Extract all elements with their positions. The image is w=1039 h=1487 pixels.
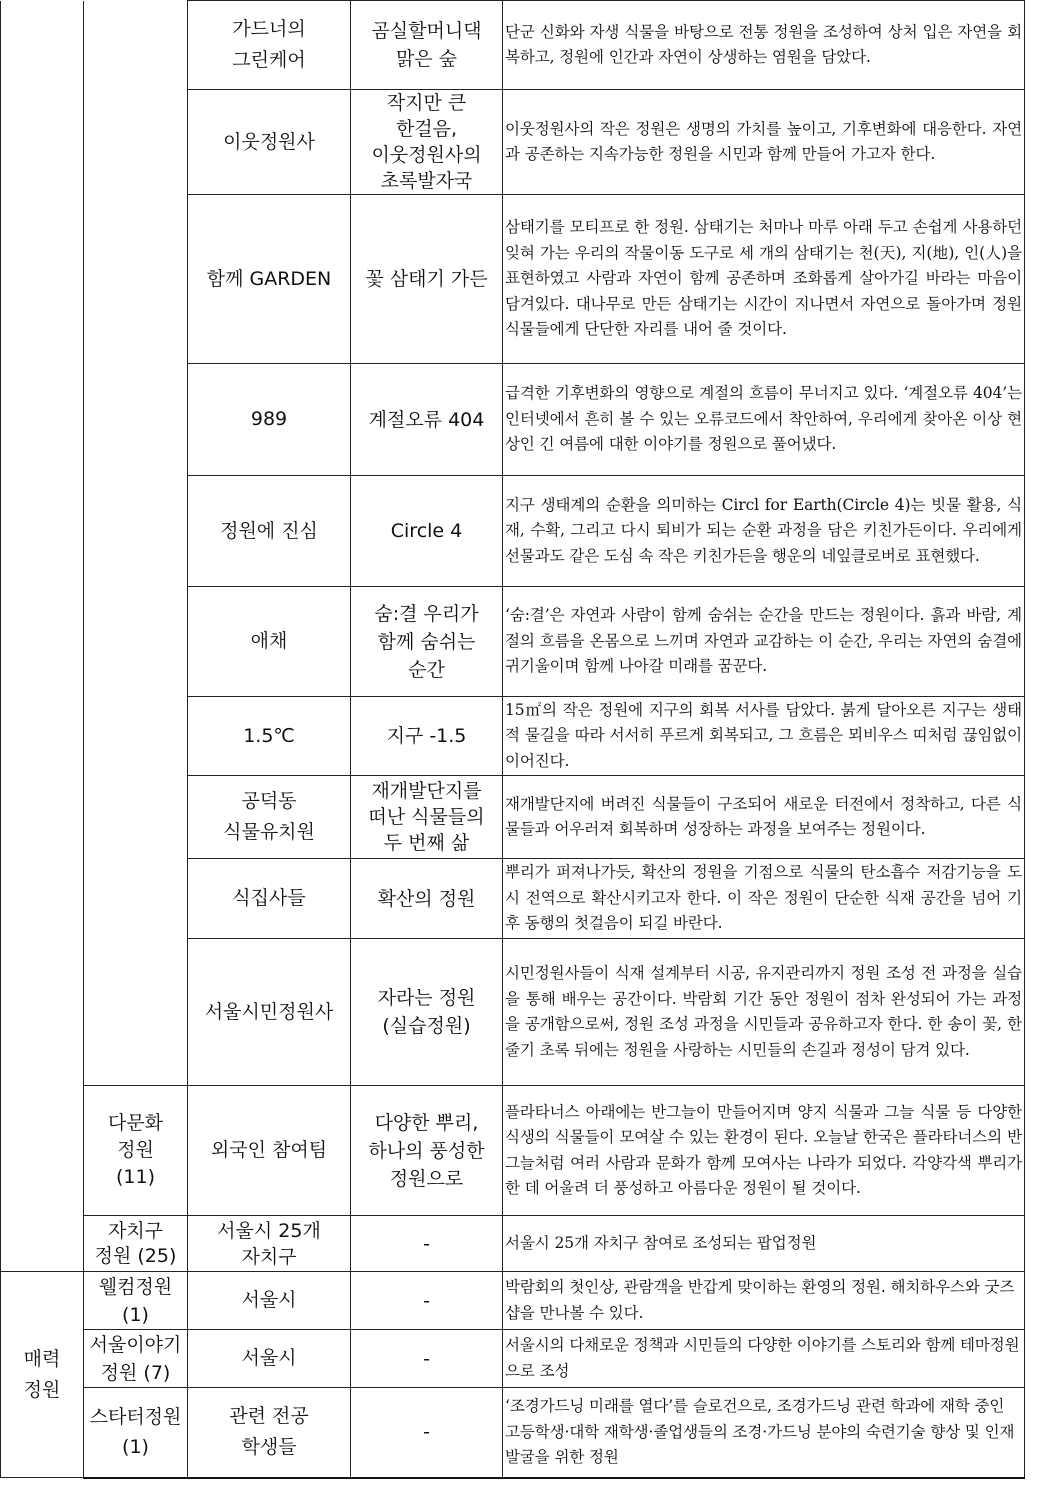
garden-description: ‘숨:결’은 자연과 사람이 함께 숨쉬는 순간을 만드는 정원이다. 흙과 바람, 계절의 흐름을 온몸으로 느끼며 자연과 교감하는 이 순간, 우리는 자연의 숨결에 귀기울이며 함께 나아갈 미래를 꿈꾼다. — [503, 587, 1025, 697]
garden-description: 재개발단지에 버려진 식물들이 구조되어 새로운 터전에서 정착하고, 다른 식물들과 어우러져 회복하며 성장하는 과정을 보여주는 정원이다. — [503, 776, 1025, 859]
team-name: 가드너의 그린케어 — [188, 1, 351, 90]
garden-title: - — [351, 1272, 503, 1330]
team-name: 애채 — [188, 587, 351, 697]
garden-description: 지구 생태계의 순환을 의미하는 Circl for Earth(Circle 4)는 빗물 활용, 식재, 수확, 그리고 다시 퇴비가 되는 순환 과정을 담은 키친가든이다. 우리에게 선물과도 같은 도심 속 작은 키친가든을 행운의 네잎클로버로 표현했다. — [503, 476, 1025, 587]
garden-title: 확산의 정원 — [351, 859, 503, 939]
garden-description: 뿌리가 퍼져나가듯, 확산의 정원을 기점으로 식물의 탄소흡수 저감기능을 도시 전역으로 확산시키고자 한다. 이 작은 정원이 단순한 식재 공간을 넘어 기후 동행의 첫걸음이 되길 바란다. — [503, 859, 1025, 939]
table-row — [1, 1086, 1025, 1216]
garden-title: - — [351, 1388, 503, 1478]
garden-description: ‘조경가드닝 미래를 열다’를 슬로건으로, 조경가드닝 관련 학과에 재학 중인 고등학생·대학 재학생·졸업생들의 조경·가드닝 분야의 숙련기술 향상 및 인재발굴을 위한 정원 — [503, 1388, 1025, 1478]
garden-title: 계절오류 404 — [351, 364, 503, 476]
team-name: 함께 GARDEN — [188, 195, 351, 364]
table-row — [1, 1216, 1025, 1272]
garden-title: 자라는 정원 (실습정원) — [351, 939, 503, 1086]
table-row — [1, 1388, 1025, 1478]
team-name: 989 — [188, 364, 351, 476]
garden-title: 작지만 큰 한걸음, 이웃정원사의 초록발자국 — [351, 90, 503, 195]
garden-description: 서울시 25개 자치구 참여로 조성되는 팝업정원 — [503, 1216, 1025, 1272]
subcategory-cell: 자치구 정원 (25) — [84, 1216, 188, 1272]
subcategory-cell: 스타터정원 (1) — [84, 1388, 188, 1478]
subcategory-cell: 다문화 정원 (11) — [84, 1086, 188, 1216]
garden-title: 곰실할머니댁 맑은 숲 — [351, 1, 503, 90]
category-cell-empty — [1, 1, 84, 1272]
category-cell: 매력 정원 — [1, 1272, 84, 1478]
table-row — [1, 1330, 1025, 1388]
garden-title: 꽃 삼태기 가든 — [351, 195, 503, 364]
garden-description: 단군 신화와 자생 식물을 바탕으로 전통 정원을 조성하여 상처 입은 자연을 회복하고, 정원에 인간과 자연이 상생하는 염원을 담았다. — [503, 1, 1025, 90]
garden-title: 재개발단지를 떠난 식물들의 두 번째 삶 — [351, 776, 503, 859]
garden-description: 시민정원사들이 식재 설계부터 시공, 유지관리까지 정원 조성 전 과정을 실습을 통해 배우는 공간이다. 박람회 기간 동안 정원이 점차 완성되어 가는 과정을 공개함으로써, 정원 조성 과정을 시민들과 공유하고자 한다. 한 송이 꽃, 한 줄기 초록 뒤에는 정원을 사랑하는 시민들의 손길과 정성이 담겨 있다. — [503, 939, 1025, 1086]
garden-description: 삼태기를 모티프로 한 정원. 삼태기는 처마나 마루 아래 두고 손쉽게 사용하던 잊혀 가는 우리의 작물이동 도구로 세 개의 삼태기는 천(天), 지(地), 인(人)을 표현하였고 사람과 자연이 함께 공존하며 조화롭게 살아가길 바라는 마음이 담겨있다. 대나무로 만든 삼태기는 시간이 지나면서 자연으로 돌아가며 정원 식물들에게 단단한 자리를 내어 줄 것이다. — [503, 195, 1025, 364]
team-name: 정원에 진심 — [188, 476, 351, 587]
team-name: 관련 전공 학생들 — [188, 1388, 351, 1478]
team-name: 식집사들 — [188, 859, 351, 939]
table-row — [1, 1, 1025, 90]
team-name: 이웃정원사 — [188, 90, 351, 195]
team-name: 서울시 — [188, 1272, 351, 1330]
garden-title: 숨:결 우리가 함께 숨쉬는 순간 — [351, 587, 503, 697]
team-name: 서울시 — [188, 1330, 351, 1388]
garden-title: - — [351, 1330, 503, 1388]
team-name: 서울시 25개 자치구 — [188, 1216, 351, 1272]
garden-description: 이웃정원사의 작은 정원은 생명의 가치를 높이고, 기후변화에 대응한다. 자연과 공존하는 지속가능한 정원을 시민과 함께 만들어 가고자 한다. — [503, 90, 1025, 195]
team-name: 외국인 참여팀 — [188, 1086, 351, 1216]
team-name: 1.5℃ — [188, 697, 351, 776]
subcategory-cell-empty — [84, 1, 188, 1086]
team-name: 공덕동 식물유치원 — [188, 776, 351, 859]
garden-description: 급격한 기후변화의 영향으로 계절의 흐름이 무너지고 있다. ‘계절오류 404’는 인터넷에서 흔히 볼 수 있는 오류코드에서 착안하여, 우리에게 찾아온 이상 현상인 긴 여름에 대한 이야기를 정원으로 풀어냈다. — [503, 364, 1025, 476]
table-row — [1, 1272, 1025, 1330]
garden-description: 박람회의 첫인상, 관람객을 반갑게 맞이하는 환영의 정원. 해치하우스와 굿즈샵을 만나볼 수 있다. — [503, 1272, 1025, 1330]
subcategory-cell: 웰컴정원 (1) — [84, 1272, 188, 1330]
garden-title: 다양한 뿌리, 하나의 풍성한 정원으로 — [351, 1086, 503, 1216]
garden-description: 서울시의 다채로운 정책과 시민들의 다양한 이야기를 스토리와 함께 테마정원으로 조성 — [503, 1330, 1025, 1388]
subcategory-cell: 서울이야기 정원 (7) — [84, 1330, 188, 1388]
team-name: 서울시민정원사 — [188, 939, 351, 1086]
garden-title: Circle 4 — [351, 476, 503, 587]
garden-title: 지구 -1.5 — [351, 697, 503, 776]
garden-title: - — [351, 1216, 503, 1272]
garden-description: 플라타너스 아래에는 반그늘이 만들어지며 양지 식물과 그늘 식물 등 다양한 식생의 식물들이 모여살 수 있는 환경이 된다. 오늘날 한국은 플라타너스의 반그늘처럼 여러 사람과 문화가 함께 모여사는 나라가 되었다. 각양각색 뿌리가 한 데 어울려 더 풍성하고 아름다운 정원이 될 것이다. — [503, 1086, 1025, 1216]
garden-description: 15㎡의 작은 정원에 지구의 회복 서사를 담았다. 붉게 달아오른 지구는 생태적 물길을 따라 서서히 푸르게 회복되고, 그 흐름은 뫼비우스 띠처럼 끊임없이 이어진다. — [503, 697, 1025, 776]
